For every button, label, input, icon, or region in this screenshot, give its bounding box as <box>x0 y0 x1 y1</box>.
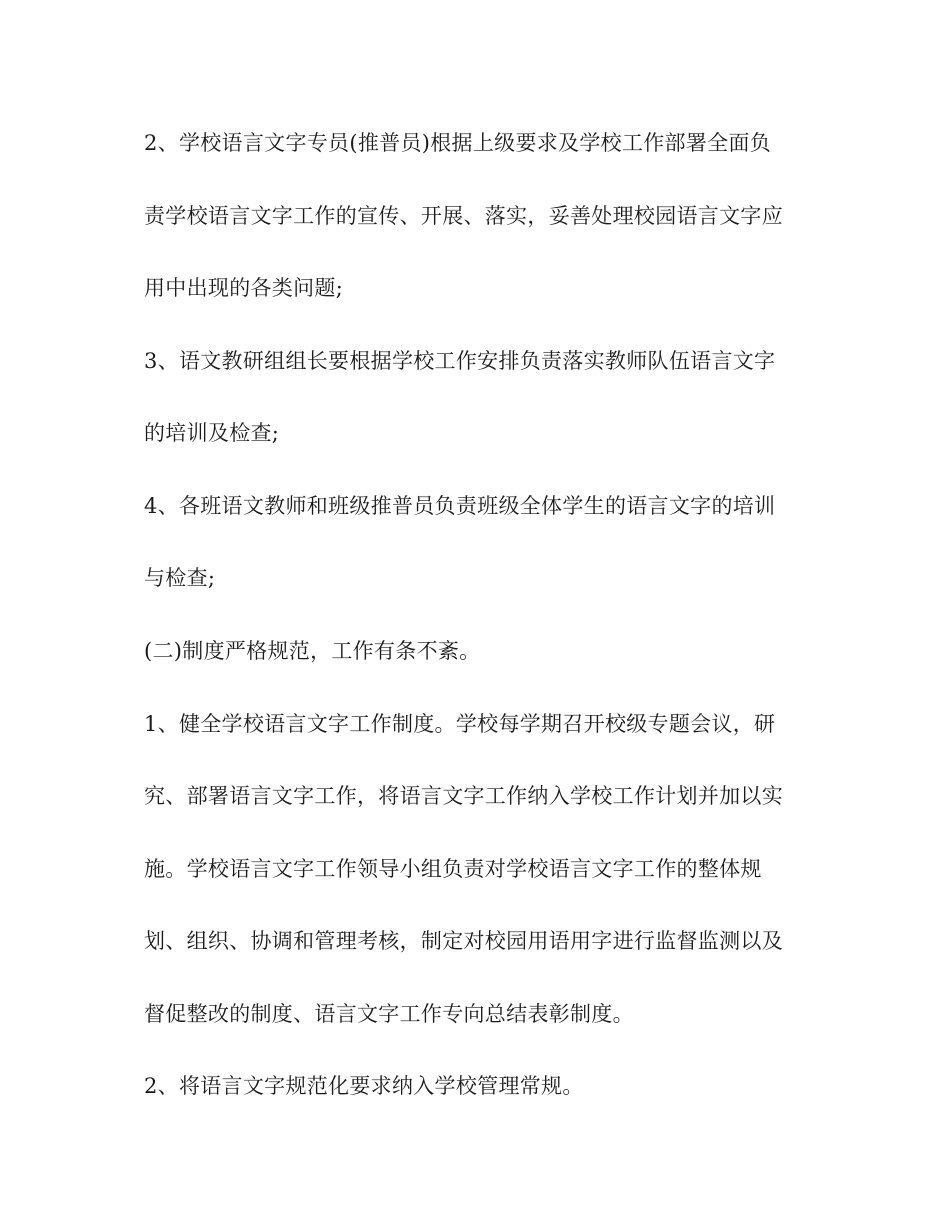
text-line: 2、学校语言文字专员(推普员)根据上级要求及学校工作部署全面负 <box>144 131 772 155</box>
text-line: 督促整改的制度、语言文字工作专向总结表彰制度。 <box>144 1002 634 1026</box>
text-line: 1、健全学校语言文字工作制度。学校每学期召开校级专题会议，研 <box>144 712 776 736</box>
text-line: 与检查; <box>144 566 216 590</box>
section-heading: (二)制度严格规范，工作有条不紊。 <box>144 639 481 663</box>
text-line: 4、各班语文教师和班级推普员负责班级全体学生的语言文字的培训 <box>144 494 776 518</box>
text-line: 用中出现的各类问题; <box>144 276 344 300</box>
text-line: 责学校语言文字工作的宣传、开展、落实，妥善处理校园语言文字应 <box>144 204 783 228</box>
text-line: 2、将语言文字规范化要求纳入学校管理常规。 <box>144 1074 584 1098</box>
text-line: 划、组织、协调和管理考核，制定对校园用语用字进行监督监测以及 <box>144 929 783 953</box>
text-line: 3、语文教研组组长要根据学校工作安排负责落实教师队伍语言文字 <box>144 349 776 373</box>
text-line: 究、部署语言文字工作，将语言文字工作纳入学校工作计划并加以实 <box>144 784 783 808</box>
text-line: 施。学校语言文字工作领导小组负责对学校语言文字工作的整体规 <box>144 857 762 881</box>
text-line: 的培训及检查; <box>144 421 280 445</box>
